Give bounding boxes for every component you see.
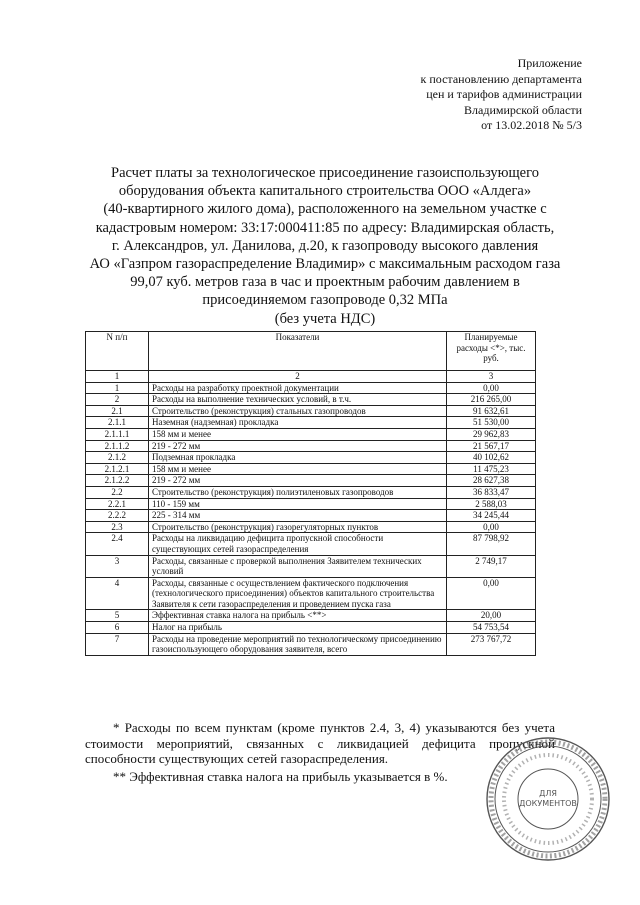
appendix-line: к постановлению департамента — [420, 71, 582, 86]
row-num: 6 — [86, 622, 149, 634]
table-body — [86, 382, 536, 655]
table-row — [86, 428, 536, 440]
header-value: Планируемые расходы <*>, тыс. руб. — [447, 332, 536, 371]
row-name: 158 мм и менее — [149, 463, 447, 475]
header-num: N п/п — [86, 332, 149, 371]
row-name: Наземная (надземная) прокладка — [149, 417, 447, 429]
row-num: 2.1.1.1 — [86, 428, 149, 440]
row-value: 91 632,61 — [447, 405, 536, 417]
row-name: Подземная прокладка — [149, 452, 447, 464]
row-num: 2.3 — [86, 521, 149, 533]
row-name: Расходы на ликвидацию дефицита пропускной способности существующих сетей газораспределения — [149, 533, 447, 555]
row-value: 273 767,72 — [447, 633, 536, 655]
row-value: 36 833,47 — [447, 486, 536, 498]
row-num: 2.1.2 — [86, 452, 149, 464]
row-name: Налог на прибыль — [149, 622, 447, 634]
table-row — [86, 394, 536, 406]
row-name: 158 мм и менее — [149, 428, 447, 440]
row-num: 2 — [86, 394, 149, 406]
appendix-line: цен и тарифов администрации — [426, 87, 582, 101]
row-value: 29 962,83 — [447, 428, 536, 440]
appendix-header — [421, 56, 582, 134]
row-value: 54 753,54 — [447, 622, 536, 634]
title-line: 99,07 куб. метров газа в час и проектным рабочим давлением в — [130, 274, 520, 291]
stamp-text: ДОКУМЕНТОВ — [519, 799, 577, 808]
title-line: АО «Газпром газораспределение Владимир» с максимальным расходом газа — [89, 256, 561, 273]
row-name: 219 - 272 мм — [149, 475, 447, 487]
row-value: 34 245,44 — [447, 510, 536, 522]
column-number-row — [86, 371, 536, 383]
row-value: 21 567,17 — [447, 440, 536, 452]
appendix-line: Приложение — [517, 56, 582, 70]
table-header-row — [86, 332, 536, 371]
table-row — [86, 382, 536, 394]
table-row — [86, 577, 536, 610]
row-num: 5 — [86, 610, 149, 622]
appendix-line: от 13.02.2018 № 5/3 — [481, 118, 582, 132]
table-row — [86, 633, 536, 655]
official-stamp — [484, 735, 612, 863]
table-row — [86, 622, 536, 634]
calculation-table — [85, 331, 536, 656]
table-row — [86, 475, 536, 487]
row-num: 2.1.1.2 — [86, 440, 149, 452]
document-title — [80, 164, 570, 328]
row-value: 87 798,92 — [447, 533, 536, 555]
row-value: 11 475,23 — [447, 463, 536, 475]
table-row — [86, 521, 536, 533]
table-row — [86, 440, 536, 452]
row-num: 2.2 — [86, 486, 149, 498]
title-line: г. Александров, ул. Данилова, д.20, к газопроводу высокого давления — [111, 237, 539, 254]
appendix-line: Владимирской области — [464, 102, 582, 117]
table-row — [86, 417, 536, 429]
row-value: 216 265,00 — [447, 394, 536, 406]
row-name: 219 - 272 мм — [149, 440, 447, 452]
row-num: 2.1 — [86, 405, 149, 417]
footnote-1: * Расходы по всем пунктам (кроме пунктов 2.4, 3, 4) указываются без учета стоимости мероприятий, связанных с ликвидацией дефицита пропускной способности существующих сетей газораспределения. — [85, 720, 555, 767]
footnote-2: ** Эффективная ставка налога на прибыль указывается в %. — [113, 768, 448, 784]
title-line: (без учета НДС) — [274, 310, 376, 327]
row-name: Расходы на выполнение технических условий, в т.ч. — [149, 394, 447, 406]
row-value: 0,00 — [447, 521, 536, 533]
row-name: 225 - 314 мм — [149, 510, 447, 522]
row-num: 2.1.1 — [86, 417, 149, 429]
row-num: 3 — [86, 555, 149, 577]
row-value: 20,00 — [447, 610, 536, 622]
title-line: Расчет платы за технологическое присоединение газоиспользующего — [111, 165, 539, 181]
table-row — [86, 463, 536, 475]
table-row — [86, 533, 536, 555]
table-row — [86, 405, 536, 417]
row-name: Строительство (реконструкция) стальных газопроводов — [149, 405, 447, 417]
row-value: 40 102,62 — [447, 452, 536, 464]
row-num: 4 — [86, 577, 149, 610]
row-num: 7 — [86, 633, 149, 655]
table-row — [86, 452, 536, 464]
row-value: 2 588,03 — [447, 498, 536, 510]
row-name: Расходы на проведение мероприятий по технологическому присоединению газоиспользующего оборудования заявителя, всего — [149, 633, 447, 655]
column-number: 2 — [149, 371, 447, 383]
row-value: 0,00 — [447, 382, 536, 394]
row-num: 2.1.2.2 — [86, 475, 149, 487]
title-line: присоединяемом газопроводе 0,32 МПа — [202, 292, 448, 309]
row-num: 2.2.1 — [86, 498, 149, 510]
stamp-text: ДЛЯ — [539, 789, 557, 798]
title-line: оборудования объекта капитального строительства ООО «Алдега» — [118, 183, 532, 200]
row-name: Расходы на разработку проектной документации — [149, 382, 447, 394]
row-value: 51 530,00 — [447, 417, 536, 429]
table-row — [86, 486, 536, 498]
row-name: Строительство (реконструкция) полиэтиленовых газопроводов — [149, 486, 447, 498]
header-name: Показатели — [149, 332, 447, 371]
row-name: Расходы, связанные с осуществлением фактического подключения (технологического присоединения) объектов капитального строительства Заявителя к сети газораспределения и проведением пуска газа — [149, 577, 447, 610]
row-num: 2.2.2 — [86, 510, 149, 522]
row-name: Строительство (реконструкция) газорегуляторных пунктов — [149, 521, 447, 533]
table-row — [86, 555, 536, 577]
table-row — [86, 510, 536, 522]
row-value: 0,00 — [447, 577, 536, 610]
title-line: кадастровым номером: 33:17:000411:85 по адресу: Владимирская область, — [95, 219, 555, 236]
row-name: Расходы, связанные с проверкой выполнения Заявителем технических условий — [149, 555, 447, 577]
table-row — [86, 610, 536, 622]
row-name: Эффективная ставка налога на прибыль <**> — [149, 610, 447, 622]
column-number: 3 — [447, 371, 536, 383]
title-line: (40-квартирного жилого дома), расположенного на земельном участке с — [103, 201, 547, 218]
row-num: 2.1.2.1 — [86, 463, 149, 475]
row-num: 1 — [86, 382, 149, 394]
row-value: 28 627,38 — [447, 475, 536, 487]
column-number: 1 — [86, 371, 149, 383]
table-row — [86, 498, 536, 510]
row-num: 2.4 — [86, 533, 149, 555]
row-value: 2 749,17 — [447, 555, 536, 577]
row-name: 110 - 159 мм — [149, 498, 447, 510]
